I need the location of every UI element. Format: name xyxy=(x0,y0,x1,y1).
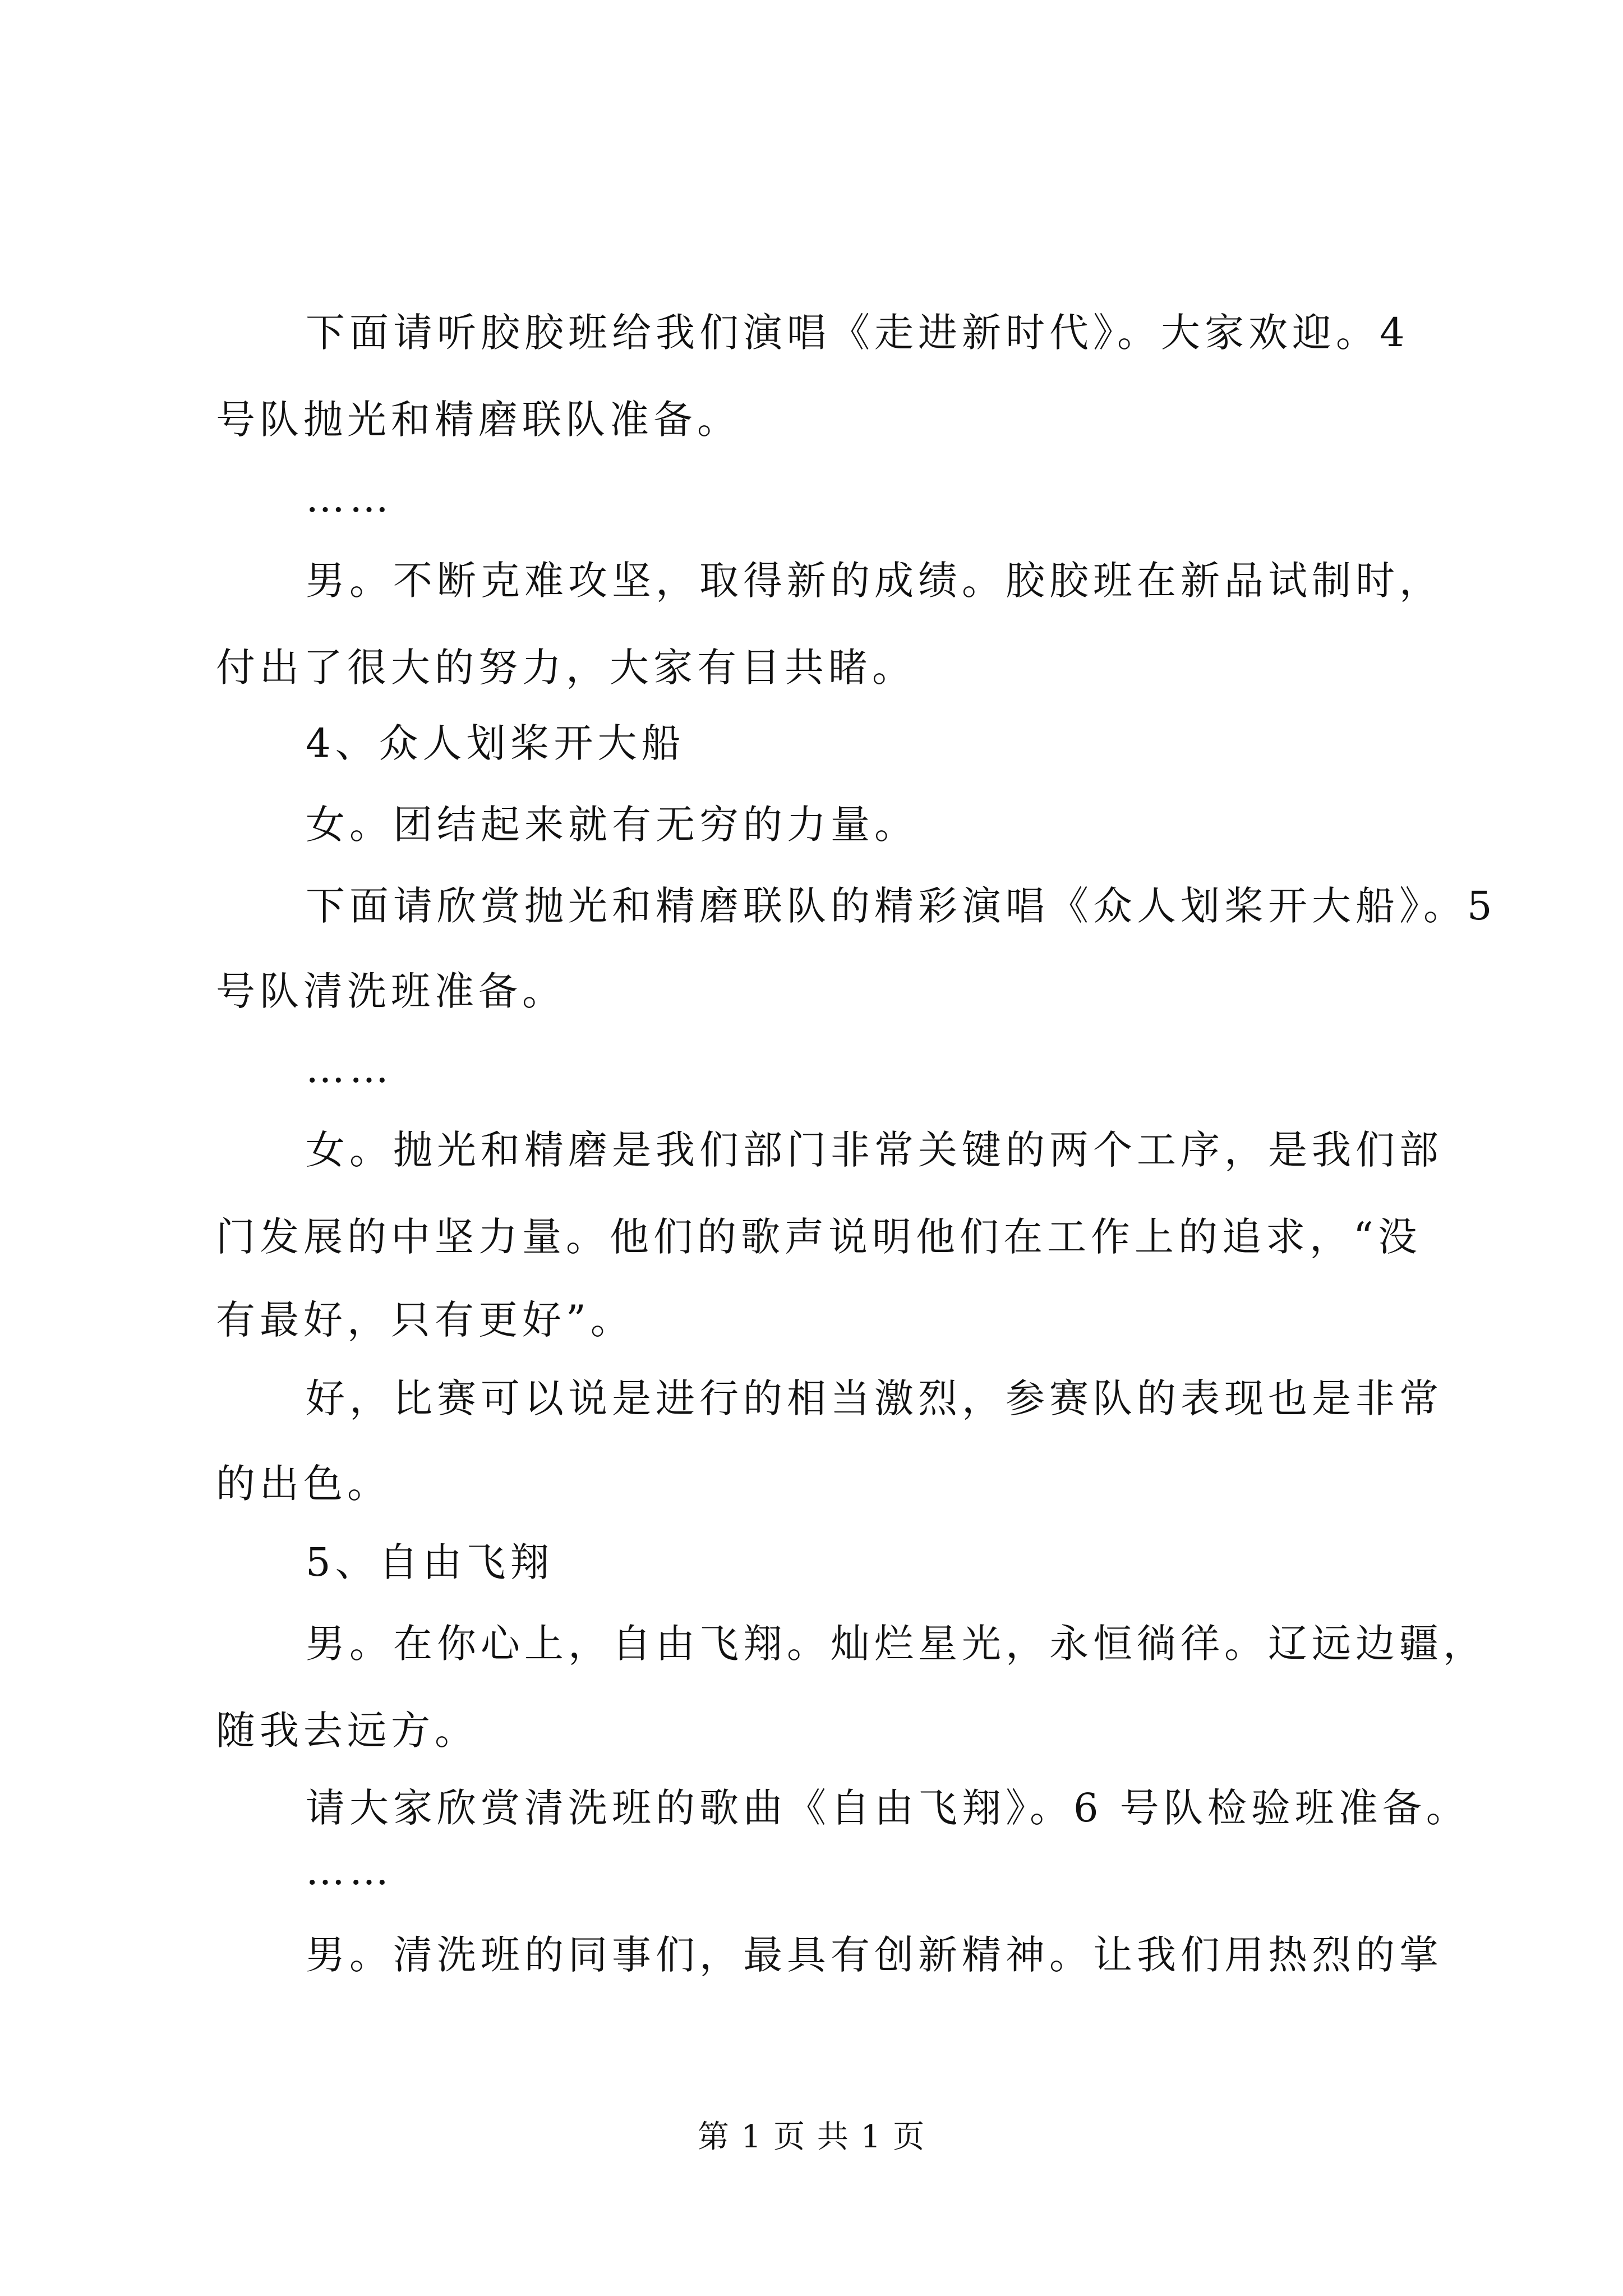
paragraph-line: 男。在你心上，自由飞翔。灿烂星光，永恒徜徉。辽远边疆， xyxy=(306,1621,1487,1667)
paragraph-line: 号队抛光和精磨联队准备。 xyxy=(216,397,741,443)
paragraph-line: 门发展的中坚力量。他们的歌声说明他们在工作上的追求，“没 xyxy=(216,1214,1422,1260)
paragraph-line: 有最好，只有更好”。 xyxy=(216,1297,634,1343)
ellipsis-line: …… xyxy=(306,1046,393,1092)
paragraph-line: 号队清洗班准备。 xyxy=(216,968,566,1014)
page-footer: 第 1 页 共 1 页 xyxy=(697,2119,926,2155)
paragraph-line: 好，比赛可以说是进行的相当激烈，参赛队的表现也是非常 xyxy=(306,1375,1443,1421)
paragraph-line: 下面请欣赏抛光和精磨联队的精彩演唱《众人划桨开大船》。5 xyxy=(306,883,1497,929)
section-heading: 5、自由飞翔 xyxy=(306,1539,554,1585)
ellipsis-line: …… xyxy=(306,475,393,521)
paragraph-line: 女。团结起来就有无穷的力量。 xyxy=(306,802,918,848)
paragraph-line: 女。抛光和精磨是我们部门非常关键的两个工序，是我们部 xyxy=(306,1127,1443,1173)
paragraph-line: 的出色。 xyxy=(216,1461,391,1507)
ellipsis-line: …… xyxy=(306,1848,393,1894)
paragraph-line: 付出了很大的努力，大家有目共睹。 xyxy=(216,645,916,691)
paragraph-line: 请大家欣赏清洗班的歌曲《自由飞翔》。6 号队检验班准备。 xyxy=(306,1785,1470,1831)
paragraph-line: 下面请听胶胶班给我们演唱《走进新时代》。大家欢迎。4 xyxy=(306,310,1409,356)
section-heading: 4、众人划桨开大船 xyxy=(306,720,685,766)
paragraph-line: 随我去远方。 xyxy=(216,1708,478,1754)
paragraph-line: 男。不断克难攻坚，取得新的成绩。胶胶班在新品试制时， xyxy=(306,558,1443,604)
paragraph-line: 男。清洗班的同事们，最具有创新精神。让我们用热烈的掌 xyxy=(306,1932,1443,1978)
